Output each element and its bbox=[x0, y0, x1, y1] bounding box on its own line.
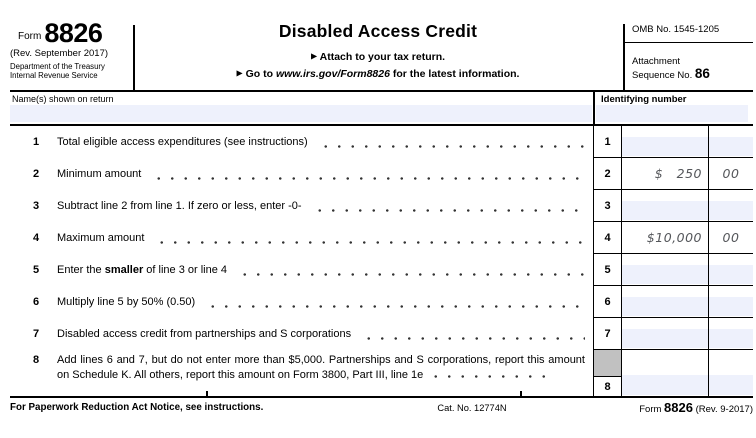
footer-tick-mark bbox=[206, 391, 208, 396]
line-6-amount-cell bbox=[622, 286, 708, 317]
line-8-cents-cell bbox=[708, 350, 753, 396]
name-label: Name(s) shown on return bbox=[12, 94, 114, 104]
form-title-block bbox=[133, 14, 623, 90]
line-7-cents-cell bbox=[708, 318, 753, 349]
line-7-amount-cell bbox=[622, 318, 708, 349]
line-1-label-area bbox=[10, 126, 593, 158]
line-3-cents-field[interactable] bbox=[709, 201, 753, 220]
line-5-cents-cell bbox=[708, 254, 753, 285]
line-4-text bbox=[57, 232, 144, 244]
form-line-3 bbox=[10, 190, 753, 222]
identifying-number-label: Identifying number bbox=[601, 94, 687, 105]
line-number-text: 3 bbox=[604, 199, 611, 212]
attachment-label: Attachment bbox=[632, 56, 681, 67]
line-number: 6 bbox=[33, 296, 40, 308]
text-segment: Add lines 6 and 7, but do not enter more than $5,000. Partnerships and S corporations, report this amount on Schedule K. All others, report this amount on Form 3800, Part III, line 1e bbox=[57, 354, 585, 381]
line-1-entry-area bbox=[593, 126, 753, 158]
line-6-label-area bbox=[10, 286, 593, 318]
catalog-number: Cat. No. 12774N bbox=[437, 403, 507, 413]
line-5-number-box bbox=[593, 254, 622, 285]
line-number-text: 4 bbox=[604, 231, 611, 244]
dot-leader bbox=[429, 375, 545, 378]
footer-revision: (Rev. 9-2017) bbox=[695, 404, 753, 415]
line-number-text: 1 bbox=[604, 135, 611, 148]
line-7-cents-field[interactable] bbox=[709, 329, 753, 348]
line-number: 4 bbox=[33, 232, 40, 244]
line-8-number-box bbox=[593, 350, 622, 396]
arrow-icon: ▶ bbox=[236, 68, 243, 78]
line-items-table bbox=[10, 126, 753, 398]
line-7-entry-area bbox=[593, 318, 753, 350]
line-number: 1 bbox=[33, 136, 40, 148]
form-line-5 bbox=[10, 254, 753, 286]
line-8-entry-area bbox=[593, 350, 753, 396]
text-segment: smaller bbox=[104, 264, 144, 276]
name-id-divider bbox=[593, 92, 595, 124]
line-5-cents-field[interactable] bbox=[709, 265, 753, 284]
line-3-amount-field[interactable] bbox=[622, 201, 708, 220]
line-6-cents-cell bbox=[708, 286, 753, 317]
form-line-8 bbox=[10, 350, 753, 396]
header-divider-left bbox=[133, 25, 135, 90]
name-identity-row bbox=[10, 92, 753, 126]
prefilled-amount: $10,000 bbox=[646, 230, 702, 245]
line-number: 3 bbox=[33, 200, 40, 212]
shaded-cell bbox=[594, 350, 621, 377]
line-8-label-area bbox=[10, 350, 593, 396]
line-2-entry-area bbox=[593, 158, 753, 190]
line-8-cents-field[interactable] bbox=[709, 375, 753, 395]
attach-instruction bbox=[133, 51, 623, 63]
footer-form-id bbox=[639, 400, 753, 415]
line-number: 2 bbox=[33, 168, 40, 180]
line-4-label-area bbox=[10, 222, 593, 254]
text-segment: Subtract line 2 from line 1. If zero or less, enter -0- bbox=[57, 200, 302, 212]
form-number-block bbox=[10, 14, 133, 90]
line-4-entry-area bbox=[593, 222, 753, 254]
form-line-6 bbox=[10, 286, 753, 318]
line-number: 5 bbox=[33, 264, 40, 276]
prefilled-cents: 00 bbox=[722, 166, 740, 181]
dot-leader bbox=[153, 241, 585, 244]
footer-form-word: Form bbox=[639, 404, 662, 415]
arrow-icon: ▶ bbox=[310, 51, 318, 61]
line-7-amount-field[interactable] bbox=[622, 329, 708, 348]
omb-number: OMB No. 1545-1205 bbox=[623, 14, 753, 43]
line-1-cents-field[interactable] bbox=[709, 137, 753, 156]
text-segment: of line 3 or line 4 bbox=[143, 264, 228, 276]
prefilled-cents: 00 bbox=[722, 230, 740, 245]
agency-block bbox=[10, 62, 133, 80]
line-6-text bbox=[57, 296, 195, 308]
line-1-amount-cell bbox=[622, 126, 708, 157]
text-segment: Disabled access credit from partnerships and S corporations bbox=[57, 328, 352, 340]
form-footer bbox=[10, 398, 753, 424]
text-segment: Enter the bbox=[57, 264, 105, 276]
line-number-box-label bbox=[604, 377, 610, 396]
line-number-text: 6 bbox=[604, 295, 611, 308]
form-8826-page bbox=[10, 14, 753, 424]
line-6-amount-field[interactable] bbox=[622, 297, 708, 316]
text-segment: Attach to your tax return. bbox=[317, 51, 446, 63]
attachment-sequence bbox=[623, 43, 753, 82]
line-5-text bbox=[57, 264, 227, 276]
line-number: 8 bbox=[33, 354, 40, 366]
text-segment: Multiply line 5 by 50% (0.50) bbox=[57, 296, 196, 308]
line-4-amount-cell bbox=[622, 222, 708, 253]
line-6-cents-field[interactable] bbox=[709, 297, 753, 316]
text-segment: for the latest information. bbox=[389, 68, 520, 80]
line-8-text bbox=[57, 353, 585, 382]
form-word-label: Form bbox=[18, 31, 42, 42]
line-number-text: 7 bbox=[604, 327, 611, 340]
text-segment: Maximum amount bbox=[57, 232, 145, 244]
form-header bbox=[10, 14, 753, 92]
line-4-cents-cell bbox=[708, 222, 753, 253]
form-number: 8826 bbox=[44, 18, 103, 48]
line-5-entry-area bbox=[593, 254, 753, 286]
line-4-number-box bbox=[593, 222, 622, 253]
line-1-number-box bbox=[593, 126, 622, 157]
footer-tick-mark bbox=[520, 391, 522, 396]
sequence-number: 86 bbox=[694, 66, 710, 81]
line-2-label-area bbox=[10, 158, 593, 190]
line-5-amount-field[interactable] bbox=[622, 265, 708, 284]
line-2-text bbox=[57, 168, 141, 180]
footer-form-number: 8826 bbox=[664, 400, 693, 415]
prefilled-amount: $ 250 bbox=[654, 166, 702, 181]
line-number-text: 2 bbox=[604, 167, 611, 180]
paperwork-notice: For Paperwork Reduction Act Notice, see instructions. bbox=[10, 402, 264, 413]
identifying-number-field[interactable] bbox=[596, 105, 748, 122]
header-divider-right bbox=[623, 24, 625, 90]
line-2-number-box bbox=[593, 158, 622, 189]
line-6-number-box bbox=[593, 286, 622, 317]
agency-line-1: Department of the Treasury bbox=[10, 62, 105, 71]
dot-leader bbox=[317, 145, 585, 148]
dot-leader bbox=[360, 337, 585, 340]
agency-line-2: Internal Revenue Service bbox=[10, 71, 98, 80]
line-7-number-box bbox=[593, 318, 622, 349]
dot-leader bbox=[236, 273, 585, 276]
line-7-label-area bbox=[10, 318, 593, 350]
form-line-7 bbox=[10, 318, 753, 350]
line-1-amount-field[interactable] bbox=[622, 137, 708, 156]
line-5-label-area bbox=[10, 254, 593, 286]
line-3-text bbox=[57, 200, 302, 212]
line-1-cents-cell bbox=[708, 126, 753, 157]
line-number-text: 8 bbox=[604, 380, 611, 393]
line-3-amount-cell bbox=[622, 190, 708, 221]
line-3-number-box bbox=[593, 190, 622, 221]
page-title: Disabled Access Credit bbox=[278, 21, 478, 41]
omb-block bbox=[623, 14, 753, 90]
text-segment: Go to bbox=[242, 68, 276, 80]
line-8-amount-cell bbox=[622, 350, 708, 396]
dot-leader bbox=[311, 209, 585, 212]
revision-date: (Rev. September 2017) bbox=[10, 48, 109, 59]
dot-leader bbox=[204, 305, 585, 308]
form-line-2 bbox=[10, 158, 753, 190]
line-8-amount-field[interactable] bbox=[622, 375, 708, 395]
name-input-field[interactable] bbox=[10, 105, 592, 122]
line-5-amount-cell bbox=[622, 254, 708, 285]
text-segment: www.irs.gov/Form8826 bbox=[275, 68, 390, 80]
line-2-cents-cell bbox=[708, 158, 753, 189]
form-line-4 bbox=[10, 222, 753, 254]
goto-instruction bbox=[133, 68, 623, 80]
line-3-entry-area bbox=[593, 190, 753, 222]
text-segment: Minimum amount bbox=[57, 168, 142, 180]
line-3-label-area bbox=[10, 190, 593, 222]
line-number: 7 bbox=[33, 328, 40, 340]
line-6-entry-area bbox=[593, 286, 753, 318]
line-number-text: 5 bbox=[604, 263, 611, 276]
form-line-1 bbox=[10, 126, 753, 158]
dot-leader bbox=[150, 177, 585, 180]
sequence-label: Sequence No. bbox=[632, 70, 693, 81]
line-3-cents-cell bbox=[708, 190, 753, 221]
line-1-text bbox=[57, 136, 308, 148]
line-2-amount-cell bbox=[622, 158, 708, 189]
line-7-text bbox=[57, 328, 351, 340]
text-segment: Total eligible access expenditures (see instructions) bbox=[57, 136, 308, 148]
